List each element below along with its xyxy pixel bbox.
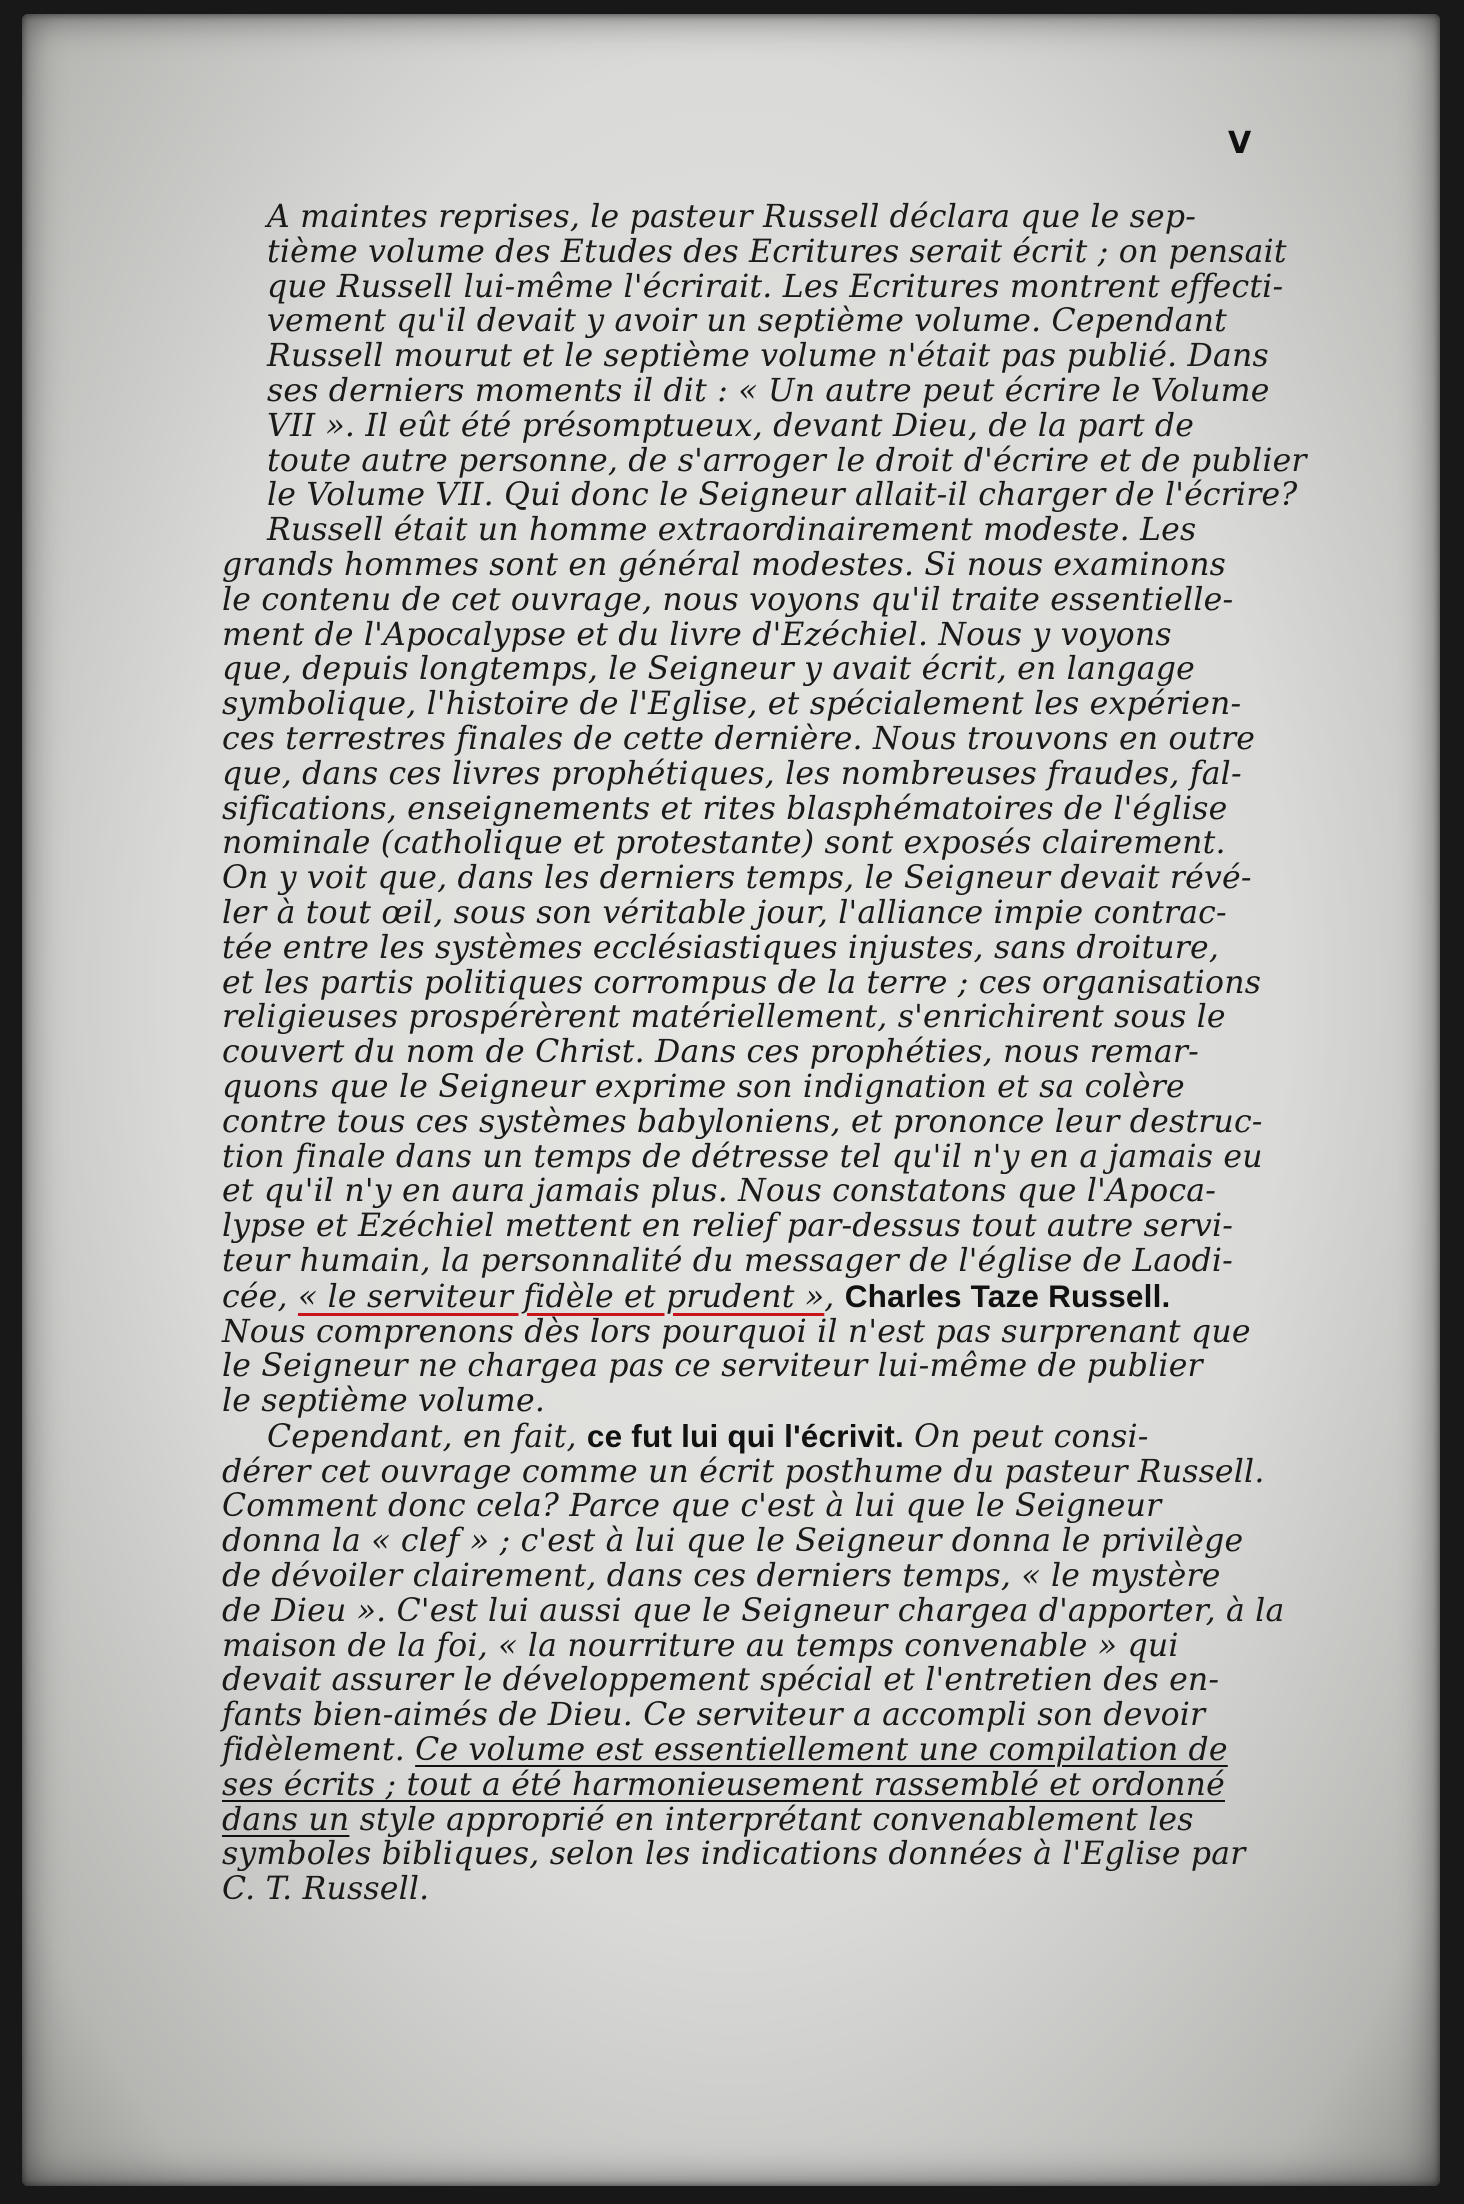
text-line: symboles bibliques, selon les indications données à l'Eglise par [222,1836,1246,1873]
text-line: fants bien-aimés de Dieu. Ce serviteur a accompli son devoir [222,1697,1206,1734]
text-line: toute autre personne, de s'arroger le droit d'écrire et de publier [267,442,1307,479]
text-line: ler à tout œil, sous son véritable jour, l'alliance impie contrac- [222,894,1227,931]
underlined-line: ses écrits ; tout a été harmonieusement rassemblé et ordonné [222,1766,1225,1803]
text-line: donna la « clef » ; c'est à lui que le Seigneur donna le privilège [222,1523,1244,1560]
underlined-phrase: Ce volume est essentiellement une compilation de [415,1732,1228,1769]
page-number: V [1228,126,1252,161]
text-line: couvert du nom de Christ. Dans ces prophéties, nous remar- [222,1034,1200,1071]
text-line: On y voit que, dans les derniers temps, le Seigneur devait révé- [222,860,1252,897]
text-line: ses derniers moments il dit : « Un autre peut écrire le Volume [267,372,1270,409]
text-line-highlight [222,1279,1302,1315]
text-line: A maintes reprises, le pasteur Russell déclara que le sep- [267,199,1197,235]
paragraph-2 [222,513,1302,1419]
text-line: tion finale dans un temps de détresse tel qu'il n'y en a jamais eu [222,1138,1263,1175]
text-line: et qu'il n'y en aura jamais plus. Nous constatons que l'Apoca- [222,1173,1217,1210]
book-page [22,14,1440,2186]
text-line: que, depuis longtemps, le Seigneur y avait écrit, en langage [222,651,1195,688]
text-line: le Seigneur ne chargea pas ce serviteur lui-même de publier [222,1348,1203,1385]
text-line: que, dans ces livres prophétiques, les nombreuses fraudes, fal- [222,755,1242,792]
paragraph-1 [222,199,1307,514]
text-line: symbolique, l'histoire de l'Eglise, et spécialement les expérien- [222,686,1242,723]
text-line: Comment donc cela? Parce que c'est à lui que le Seigneur [222,1488,1162,1525]
text-line: tée entre les systèmes ecclésiastiques injustes, sans droiture, [222,929,1220,966]
text-line: grands hommes sont en général modestes. Si nous examinons [222,546,1227,583]
text-line: et les partis politiques corrompus de la terre ; ces organisations [222,964,1262,1001]
text-line: le Volume VII. Qui donc le Seigneur allait-il charger de l'écrire? [267,477,1298,514]
red-underlined-quote: « le serviteur fidèle et prudent » [297,1278,825,1315]
text-line: devait assurer le développement spécial et l'entretien des en- [222,1662,1220,1699]
text-line: que Russell lui-même l'écrirait. Les Ecritures montrent effecti- [267,268,1284,305]
paragraph-3 [222,1419,1302,1907]
line-end: On peut consi- [903,1418,1149,1455]
text-line: quons que le Seigneur exprime son indignation et sa colère [222,1068,1185,1105]
text-line-bold-phrase [222,1419,1302,1455]
comma: , [824,1278,845,1315]
bold-phrase: ce fut lui qui l'écrivit. [586,1417,904,1454]
line-start: Cependant, en fait, [267,1418,587,1455]
text-line-underline-start [222,1733,1302,1768]
text-line: vement qu'il devait y avoir un septième volume. Cependant [267,303,1228,340]
text-line: religieuses prospérèrent matériellement, s'enrichirent sous le [222,999,1226,1036]
text-line: de dévoiler clairement, dans ces derniers temps, « le mystère [222,1558,1221,1595]
line-start: cée, [222,1278,298,1315]
text-line: le contenu de cet ouvrage, nous voyons qu'il traite essentielle- [222,581,1234,618]
text-line: maison de la foi, « la nourriture au temps convenable » qui [222,1627,1179,1664]
text-line: le septième volume. [222,1383,546,1420]
line-start: fidèlement. [222,1732,416,1769]
line-end: style approprié en interprétant convenablement les [349,1801,1194,1838]
text-line: nominale (catholique et protestante) sont exposés clairement. [222,825,1226,862]
body-text [222,199,1307,1908]
bold-name: Charles Taze Russell. [844,1277,1171,1314]
text-line: de Dieu ». C'est lui aussi que le Seigneur chargea d'apporter, à la [222,1592,1285,1629]
text-line: VII ». Il eût été présomptueux, devant Dieu, de la part de [267,407,1195,444]
text-line: Russell était un homme extraordinairement modeste. Les [267,512,1197,549]
text-line: Russell mourut et le septième volume n'était pas publié. Dans [267,338,1269,375]
text-line: ces terrestres finales de cette dernière. Nous trouvons en outre [222,720,1256,757]
text-line: tième volume des Etudes des Ecritures serait écrit ; on pensait [267,233,1287,270]
text-line: ment de l'Apocalypse et du livre d'Ezéchiel. Nous y voyons [222,616,1172,653]
text-line: sifications, enseignements et rites blasphématoires de l'église [222,790,1228,827]
text-line: dérer cet ouvrage comme un écrit posthume du pasteur Russell. [222,1453,1265,1490]
text-line: C. T. Russell. [222,1871,430,1908]
text-line: teur humain, la personnalité du messager de l'église de Laodi- [222,1242,1234,1279]
text-line: lypse et Ezéchiel mettent en relief par-dessus tout autre servi- [222,1208,1234,1245]
text-line: contre tous ces systèmes babyloniens, et prononce leur destruc- [222,1103,1263,1140]
text-line: Nous comprenons dès lors pourquoi il n'est pas surprenant que [222,1313,1251,1350]
text-line-underline-end [222,1803,1302,1838]
underlined-phrase: dans un [222,1801,350,1838]
